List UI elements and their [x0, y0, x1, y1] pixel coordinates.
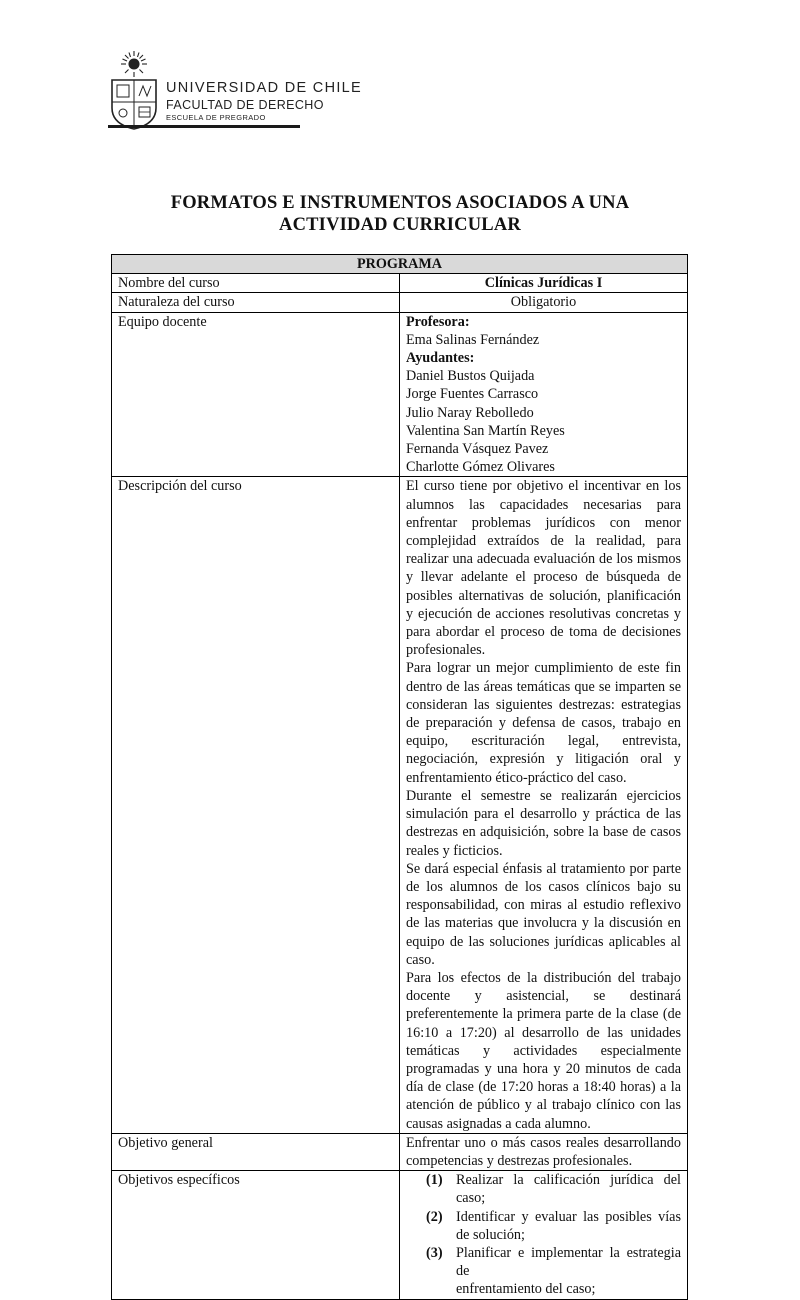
general-objective-label: Objetivo general — [112, 1133, 400, 1170]
program-header-row — [112, 255, 688, 274]
teaching-team-label: Equipo docente — [112, 312, 400, 477]
assistant-name: Valentina San Martín Reyes — [406, 422, 565, 439]
program-header: PROGRAMA — [112, 255, 688, 274]
description-paragraph: Para los efectos de la distribución del trabajo docente y asistencial, se destinará preferentemente la primera parte de la clase (de 16:10 a 17:20) al desarrollo de las unidades temáticas y actividades especialmente programadas y una hora y 20 minutos de cada día de clase (de 17:20 horas a 18:40 horas) a la atención de público y al trabajo clínico con las causas asignadas a cada alumno. — [406, 969, 681, 1132]
teaching-team-value — [400, 312, 688, 477]
assistants-heading: Ayudantes: — [406, 350, 475, 367]
professor-name: Ema Salinas Fernández — [406, 331, 540, 348]
description-paragraph: Durante el semestre se realizarán ejercicios simulación para el desarrollo y práctica de las destrezas en adquisición, sobre la base de casos reales y ficticios. — [406, 787, 681, 859]
professor-heading: Profesora: — [406, 313, 470, 330]
course-nature-label: Naturaleza del curso — [112, 293, 400, 312]
course-name-row — [112, 274, 688, 293]
course-nature-value: Obligatorio — [400, 293, 688, 312]
faculty-name: FACULTAD DE DERECHO — [166, 98, 324, 112]
header-rule — [108, 125, 300, 128]
specific-objectives-label: Objetivos específicos — [112, 1171, 400, 1299]
objective-number: (1) — [426, 1172, 443, 1189]
assistant-name: Daniel Bustos Quijada — [406, 368, 535, 385]
objective-number: (2) — [426, 1208, 443, 1225]
assistant-name: Fernanda Vásquez Pavez — [406, 441, 549, 458]
objective-text-line: enfrentamiento del caso; — [456, 1281, 596, 1298]
course-name-value: Clínicas Jurídicas I — [400, 274, 688, 293]
program-table — [111, 254, 688, 1300]
title-line-1: FORMATOS E INSTRUMENTOS ASOCIADOS A UNA — [170, 193, 630, 213]
institution-name: UNIVERSIDAD DE CHILE — [166, 80, 363, 96]
course-description-value — [400, 477, 688, 1133]
general-objective-text: Enfrentar uno o más casos reales desarrollando competencias y destrezas profesionales. — [406, 1134, 681, 1169]
description-paragraph: Se dará especial énfasis al tratamiento por parte de los alumnos de los casos clínicos bajo su responsabilidad, con miras al estudio reflexivo de las materias que involucra y la discusión en equipo de las soluciones jurídicas aplicables al caso. — [406, 860, 681, 968]
course-name-label: Nombre del curso — [112, 274, 400, 293]
assistant-name: Charlotte Gómez Olivares — [406, 459, 555, 476]
description-paragraph: El curso tiene por objetivo el incentivar en los alumnos las capacidades necesarias para enfrentar problemas jurídicos con menor complejidad extraídos de la realidad, para realizar una adecuada evaluación de los mismos y llevar adelante el proceso de búsqueda de posibles alternativas de solución, planificación y ejecución de acciones resolutivas concretas y para abordar el proceso de toma de decisiones profesionales. — [406, 478, 681, 659]
document-title — [0, 192, 800, 236]
objective-text — [456, 1244, 681, 1299]
teaching-team-row — [112, 312, 688, 477]
assistant-name: Jorge Fuentes Carrasco — [406, 386, 539, 403]
specific-objectives-row — [112, 1171, 688, 1299]
description-paragraph: Para lograr un mejor cumplimiento de este fin dentro de las áreas temáticas que se imparten se consideran las siguientes destrezas: estrategias de preparación y defensa de casos, trabajo en equipo, escrituración legal, entrevista, negociación, expresión y litigación oral y enfrentamiento ético-práctico del caso. — [406, 660, 681, 786]
objective-text: Identificar y evaluar las posibles vías de solución; — [456, 1208, 681, 1243]
title-line-2: ACTIVIDAD CURRICULAR — [279, 215, 521, 235]
course-description-label: Descripción del curso — [112, 477, 400, 1133]
list-item — [426, 1208, 681, 1244]
university-seal-icon — [108, 50, 160, 130]
course-nature-row — [112, 293, 688, 312]
list-item — [426, 1171, 681, 1207]
objective-text: Realizar la calificación jurídica del caso; — [456, 1172, 681, 1207]
school-name: ESCUELA DE PREGRADO — [166, 113, 266, 122]
objective-text-line: Planificar e implementar la estrategia de — [456, 1244, 681, 1280]
general-objective-row — [112, 1133, 688, 1170]
specific-objectives-list — [406, 1171, 681, 1298]
objective-number: (3) — [426, 1244, 443, 1261]
general-objective-value — [400, 1133, 688, 1170]
assistant-name: Julio Naray Rebolledo — [406, 404, 534, 421]
specific-objectives-value — [400, 1171, 688, 1299]
list-item — [426, 1244, 681, 1299]
university-logo — [108, 50, 363, 132]
course-description-row — [112, 477, 688, 1133]
